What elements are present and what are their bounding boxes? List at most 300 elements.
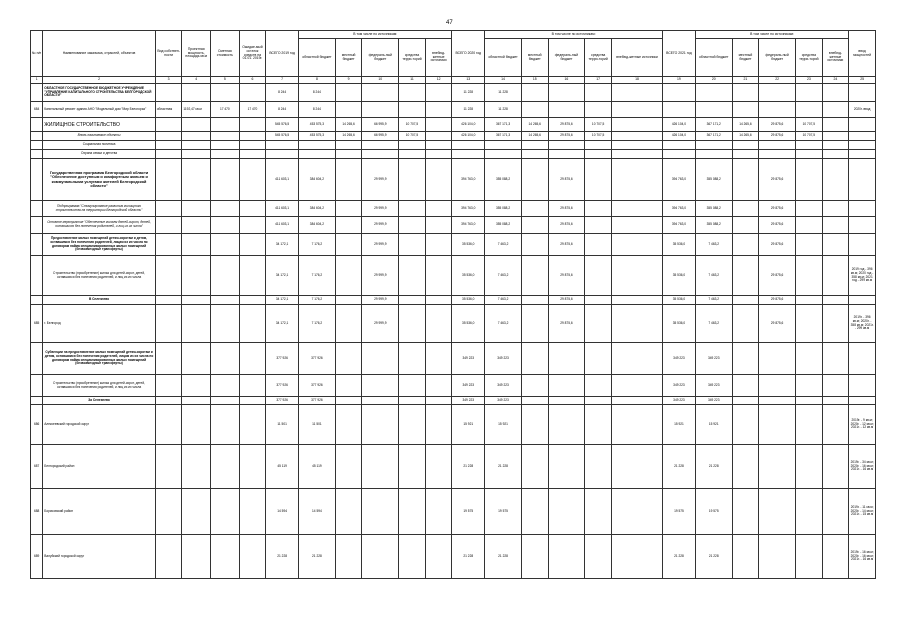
table-cell xyxy=(182,132,211,141)
table-cell xyxy=(796,489,823,535)
table-cell xyxy=(521,489,548,535)
table-cell xyxy=(182,118,211,132)
table-cell xyxy=(585,445,612,489)
column-number: 10 xyxy=(362,77,399,84)
table-cell: 35 536,0 xyxy=(452,256,485,296)
row-name-cell: Охрана семьи и детства xyxy=(43,150,156,159)
table-cell: 11 501 xyxy=(266,405,299,445)
table-cell xyxy=(585,84,612,102)
column-number: 20 xyxy=(695,77,732,84)
table-cell xyxy=(399,84,426,102)
table-cell: 349 223 xyxy=(485,375,522,397)
header-capacity: Проектная мощность, площадь кв.м xyxy=(182,31,211,77)
table-cell xyxy=(182,141,211,150)
table-cell xyxy=(695,150,732,159)
table-cell: 11 228 xyxy=(452,84,485,102)
table-cell xyxy=(425,84,452,102)
table-cell xyxy=(362,489,399,535)
table-cell xyxy=(182,375,211,397)
table-cell: 349 223 xyxy=(452,375,485,397)
row-name-cell: Алексеевский городской округ xyxy=(43,405,156,445)
table-cell: 10 707,5 xyxy=(399,132,426,141)
table-cell xyxy=(239,132,266,141)
table-cell: 377 926 xyxy=(298,375,335,397)
table-row xyxy=(31,343,876,375)
table-cell xyxy=(425,397,452,405)
table-cell xyxy=(335,201,362,217)
table-cell: 11 228 xyxy=(485,102,522,118)
table-cell xyxy=(849,201,876,217)
table-cell xyxy=(335,84,362,102)
row-name-cell: Предоставление жилых помещений детям-сиротам и детям, оставшимся без попечения родителей, лицам из их числа по договорам найма специализированных жилых помещений (безвозмездные трансферты) xyxy=(43,234,156,256)
table-cell: 2019г. - 34 кв.м; 2020г. - 16 кв.м; 2021г. - 16 кв.м xyxy=(849,445,876,489)
table-cell xyxy=(796,201,823,217)
table-cell xyxy=(266,141,299,150)
table-cell xyxy=(585,102,612,118)
table-cell xyxy=(822,343,849,375)
table-cell: 426 104,0 xyxy=(452,132,485,141)
column-number: 13 xyxy=(452,77,485,84)
row-name-cell: Белгородский район xyxy=(43,445,156,489)
row-number-cell xyxy=(31,397,43,405)
table-cell xyxy=(611,201,662,217)
table-cell xyxy=(239,445,266,489)
header-src: областной бюджет xyxy=(485,39,522,77)
row-number-cell xyxy=(31,84,43,102)
table-cell xyxy=(849,375,876,397)
table-cell xyxy=(796,296,823,305)
row-number-cell xyxy=(31,118,43,132)
table-cell xyxy=(211,343,240,375)
table-cell: 21 228 xyxy=(266,535,299,579)
table-cell: 377 926 xyxy=(298,397,335,405)
table-cell xyxy=(585,256,612,296)
table-cell: 29 999,9 xyxy=(362,296,399,305)
header-remaining: Ожидае-мый остаток средств на 01.01. 2019г. xyxy=(239,31,266,77)
table-row xyxy=(31,489,876,535)
column-number: 3 xyxy=(155,77,182,84)
table-cell xyxy=(548,141,585,150)
table-cell: 349 223 xyxy=(695,343,732,375)
table-cell xyxy=(759,397,796,405)
table-cell xyxy=(211,132,240,141)
table-cell: 384 604,2 xyxy=(298,159,335,201)
table-cell: 7 176,2 xyxy=(298,296,335,305)
table-cell xyxy=(182,305,211,343)
table-cell: 14 265,6 xyxy=(521,132,548,141)
table-row xyxy=(31,375,876,397)
column-number: 1 xyxy=(31,77,43,84)
table-cell xyxy=(822,445,849,489)
table-cell xyxy=(211,118,240,132)
table-cell: 34 172,1 xyxy=(266,296,299,305)
column-number: 22 xyxy=(759,77,796,84)
table-cell xyxy=(822,489,849,535)
table-cell: 453 575,3 xyxy=(298,132,335,141)
row-name-cell: Строительство (приобретение) жилья для детей-сирот, детей, оставшихся без попечения родителей, и лиц из их числа xyxy=(43,256,156,296)
table-cell xyxy=(849,132,876,141)
table-cell: 426 104,0 xyxy=(452,118,485,132)
table-cell xyxy=(521,217,548,234)
header-src: средства терри-торий xyxy=(399,39,426,77)
table-cell: 29 875,6 xyxy=(759,159,796,201)
table-cell xyxy=(796,343,823,375)
table-row xyxy=(31,305,876,343)
table-cell xyxy=(425,102,452,118)
table-cell xyxy=(611,217,662,234)
header-src: областной бюджет xyxy=(298,39,335,77)
table-cell xyxy=(335,102,362,118)
table-cell xyxy=(335,150,362,159)
table-cell xyxy=(155,118,182,132)
table-cell xyxy=(335,375,362,397)
table-cell: 35 536,0 xyxy=(663,234,696,256)
table-cell xyxy=(399,535,426,579)
table-cell: 349 223 xyxy=(485,397,522,405)
table-cell xyxy=(425,201,452,217)
table-cell xyxy=(182,201,211,217)
table-cell xyxy=(425,132,452,141)
table-cell xyxy=(182,343,211,375)
table-cell xyxy=(732,343,759,375)
table-cell xyxy=(611,132,662,141)
header-src: средства терри-торий xyxy=(796,39,823,77)
table-cell xyxy=(822,132,849,141)
table-cell: 10 707,5 xyxy=(585,118,612,132)
header-num: № п/п xyxy=(31,31,43,77)
table-cell xyxy=(362,375,399,397)
table-cell xyxy=(521,256,548,296)
column-number: 5 xyxy=(211,77,240,84)
table-cell xyxy=(335,159,362,201)
table-cell xyxy=(822,305,849,343)
table-cell xyxy=(399,217,426,234)
table-cell: 29 999,9 xyxy=(362,217,399,234)
table-cell xyxy=(211,397,240,405)
row-number-cell xyxy=(31,256,43,296)
table-cell xyxy=(849,150,876,159)
table-cell xyxy=(182,159,211,201)
table-cell xyxy=(335,397,362,405)
table-cell xyxy=(663,84,696,102)
table-cell xyxy=(239,305,266,343)
table-cell xyxy=(732,405,759,445)
table-cell xyxy=(239,150,266,159)
table-cell xyxy=(796,445,823,489)
column-number: 11 xyxy=(399,77,426,84)
table-cell xyxy=(155,141,182,150)
page-number: 47 xyxy=(446,20,453,26)
column-number: 8 xyxy=(298,77,335,84)
table-cell xyxy=(521,150,548,159)
table-cell xyxy=(399,201,426,217)
table-cell xyxy=(849,159,876,201)
row-number-cell: 685 xyxy=(31,305,43,343)
table-cell xyxy=(822,234,849,256)
table-cell xyxy=(485,150,522,159)
table-cell: 29 875,6 xyxy=(548,217,585,234)
table-cell xyxy=(521,305,548,343)
table-cell: 367 171,3 xyxy=(485,118,522,132)
table-cell xyxy=(822,375,849,397)
column-number: 23 xyxy=(796,77,823,84)
table-cell xyxy=(611,84,662,102)
table-cell xyxy=(521,159,548,201)
table-cell xyxy=(611,150,662,159)
table-cell xyxy=(211,217,240,234)
table-row xyxy=(31,535,876,579)
column-number: 19 xyxy=(663,77,696,84)
header-src: средства терри-торий xyxy=(585,39,612,77)
table-cell: 377 926 xyxy=(298,343,335,375)
row-name-cell: Социальная политика xyxy=(43,141,156,150)
table-cell xyxy=(452,141,485,150)
table-cell xyxy=(211,256,240,296)
table-cell xyxy=(425,141,452,150)
table-cell xyxy=(155,234,182,256)
table-cell xyxy=(399,102,426,118)
table-cell: 394 763,0 xyxy=(663,201,696,217)
table-cell: 411 603,1 xyxy=(266,217,299,234)
table-cell: 29 875,6 xyxy=(548,132,585,141)
row-name-cell: Вновь начинаемые объекты xyxy=(43,132,156,141)
table-cell: 14 265,6 xyxy=(732,118,759,132)
table-row xyxy=(31,102,876,118)
table-row xyxy=(31,150,876,159)
table-cell xyxy=(585,141,612,150)
row-name-cell: ОБЛАСТНОЕ ГОСУДАРСТВЕННОЕ БЮДЖЕТНОЕ УЧРЕЖДЕНИЕ "УПРАВЛЕНИЕ КАПИТАЛЬНОГО СТРОИТЕЛЬСТВА БЕЛГОРОДСКОЙ ОБЛАСТИ" xyxy=(43,84,156,102)
table-cell xyxy=(399,141,426,150)
table-cell: 7 463,2 xyxy=(485,296,522,305)
table-cell: 349 223 xyxy=(663,343,696,375)
table-cell: 21 228 xyxy=(485,445,522,489)
table-cell xyxy=(585,397,612,405)
table-row xyxy=(31,217,876,234)
table-cell xyxy=(759,375,796,397)
column-number: 14 xyxy=(485,77,522,84)
row-number-cell xyxy=(31,375,43,397)
table-cell xyxy=(298,141,335,150)
table-cell xyxy=(155,150,182,159)
table-cell xyxy=(611,118,662,132)
table-cell xyxy=(425,234,452,256)
table-cell xyxy=(155,296,182,305)
table-row xyxy=(31,141,876,150)
table-row xyxy=(31,234,876,256)
table-cell xyxy=(732,397,759,405)
table-cell xyxy=(239,256,266,296)
table-cell xyxy=(611,535,662,579)
table-cell: 1192,47 кв.м xyxy=(182,102,211,118)
table-cell: 377 926 xyxy=(266,397,299,405)
header-commission: ввод мощностей xyxy=(849,31,876,77)
table-cell: 2020г. ввод xyxy=(849,102,876,118)
table-cell: 14 265,6 xyxy=(732,132,759,141)
table-cell: 29 875,6 xyxy=(759,132,796,141)
table-cell xyxy=(211,405,240,445)
table-cell xyxy=(155,535,182,579)
table-cell: 355 088,2 xyxy=(485,159,522,201)
table-cell: 17 470 xyxy=(239,102,266,118)
table-cell xyxy=(822,84,849,102)
table-cell: 29 999,9 xyxy=(362,305,399,343)
table-cell xyxy=(822,535,849,579)
column-number: 21 xyxy=(732,77,759,84)
table-cell xyxy=(521,535,548,579)
table-cell xyxy=(548,343,585,375)
table-row xyxy=(31,132,876,141)
table-cell xyxy=(548,489,585,535)
table-cell xyxy=(759,102,796,118)
row-number-cell: 687 xyxy=(31,445,43,489)
table-cell: 14 265,6 xyxy=(335,132,362,141)
table-cell xyxy=(521,141,548,150)
table-cell xyxy=(335,489,362,535)
table-cell xyxy=(239,535,266,579)
budget-table xyxy=(30,30,876,579)
table-cell xyxy=(849,397,876,405)
header-ownership: Вид собствен-ности xyxy=(155,31,182,77)
table-cell xyxy=(796,305,823,343)
table-cell xyxy=(732,201,759,217)
table-cell xyxy=(335,256,362,296)
table-cell: 394 763,0 xyxy=(452,201,485,217)
table-cell: 19 575 xyxy=(485,489,522,535)
column-number: 2 xyxy=(43,77,156,84)
row-number-cell xyxy=(31,296,43,305)
table-cell xyxy=(399,343,426,375)
table-cell: 11 501 xyxy=(298,405,335,445)
table-cell xyxy=(362,397,399,405)
table-cell xyxy=(822,296,849,305)
table-cell xyxy=(611,141,662,150)
table-cell xyxy=(611,256,662,296)
row-name-cell: Валуйский городской округ xyxy=(43,535,156,579)
table-cell xyxy=(796,256,823,296)
table-cell xyxy=(266,150,299,159)
table-cell xyxy=(796,84,823,102)
table-cell xyxy=(335,234,362,256)
table-cell: 34 172,1 xyxy=(266,305,299,343)
table-cell xyxy=(732,84,759,102)
table-cell xyxy=(521,234,548,256)
table-cell xyxy=(155,375,182,397)
table-cell xyxy=(585,201,612,217)
table-cell xyxy=(211,535,240,579)
table-cell xyxy=(362,141,399,150)
table-cell: 349 223 xyxy=(663,375,696,397)
table-cell xyxy=(521,375,548,397)
table-cell xyxy=(182,296,211,305)
table-row xyxy=(31,405,876,445)
table-cell: 29 875,6 xyxy=(759,305,796,343)
table-cell xyxy=(362,343,399,375)
column-number: 7 xyxy=(266,77,299,84)
table-cell xyxy=(239,234,266,256)
table-cell xyxy=(182,217,211,234)
table-cell: 29 875,6 xyxy=(548,234,585,256)
column-number-row xyxy=(31,77,876,84)
table-cell xyxy=(849,217,876,234)
header-src: местный бюджет xyxy=(521,39,548,77)
table-cell xyxy=(822,217,849,234)
table-cell xyxy=(796,375,823,397)
table-cell xyxy=(211,150,240,159)
table-cell xyxy=(335,445,362,489)
table-cell: 8 244 xyxy=(298,84,335,102)
row-name-cell: Субвенции на предоставление жилых помещений детям-сиротам и детям, оставшимся без попечения родителей, лицам из их числа по договорам найма специализированных жилых помещений (безвозмездные трансферты) xyxy=(43,343,156,375)
table-cell: 11 228 xyxy=(452,102,485,118)
table-cell xyxy=(425,118,452,132)
table-cell xyxy=(849,234,876,256)
table-cell xyxy=(425,159,452,201)
table-cell xyxy=(335,217,362,234)
table-cell xyxy=(849,296,876,305)
table-cell: 21 228 xyxy=(452,445,485,489)
table-cell xyxy=(822,405,849,445)
table-cell xyxy=(849,84,876,102)
table-cell xyxy=(849,343,876,375)
row-name-cell: Подпрограмма "Стимулирование развития жилищного строительства на территории Белгородской области" xyxy=(43,201,156,217)
table-cell xyxy=(732,102,759,118)
table-cell xyxy=(732,159,759,201)
header-src: внебюд-жетные источники xyxy=(611,39,662,77)
table-cell: 35 536,0 xyxy=(663,296,696,305)
table-cell xyxy=(663,102,696,118)
header-total-2019: ВСЕГО 2019 год xyxy=(266,31,299,77)
table-cell xyxy=(211,141,240,150)
column-number: 15 xyxy=(521,77,548,84)
table-cell xyxy=(849,118,876,132)
table-cell xyxy=(822,118,849,132)
table-cell xyxy=(796,217,823,234)
table-cell: 7 176,2 xyxy=(298,256,335,296)
table-cell xyxy=(611,405,662,445)
table-cell xyxy=(585,405,612,445)
table-cell: 394 763,0 xyxy=(663,159,696,201)
table-cell xyxy=(182,535,211,579)
table-cell xyxy=(611,234,662,256)
row-number-cell: 689 xyxy=(31,535,43,579)
table-cell: 45 119 xyxy=(266,445,299,489)
table-cell xyxy=(362,102,399,118)
table-cell: 10 707,5 xyxy=(399,118,426,132)
table-cell xyxy=(425,445,452,489)
table-cell xyxy=(732,256,759,296)
table-cell: 367 171,2 xyxy=(695,118,732,132)
table-cell: 2019 год - 396 кв.м; 2020 год - 358 кв.м; 2021 год - 299 кв.м xyxy=(849,256,876,296)
table-cell xyxy=(585,489,612,535)
header-src: внебюд-жетные источники xyxy=(822,39,849,77)
header-estimate: Сметная стоимость xyxy=(211,31,240,77)
table-cell: 411 603,1 xyxy=(266,201,299,217)
column-number: 24 xyxy=(822,77,849,84)
table-cell: 2019г. - 11 кв.м; 2020г. - 14 кв.м; 2021г. - 15 кв.м xyxy=(849,489,876,535)
table-cell xyxy=(732,296,759,305)
table-cell: 426 104,0 xyxy=(663,118,696,132)
table-cell: 19 575 xyxy=(663,489,696,535)
header-group-2021: В том числе по источникам: xyxy=(695,31,848,39)
table-cell: 10 707,5 xyxy=(585,132,612,141)
table-cell: 355 088,2 xyxy=(485,201,522,217)
table-cell: 8 244 xyxy=(298,102,335,118)
table-cell: 377 926 xyxy=(266,375,299,397)
table-cell: 545 576,5 xyxy=(266,118,299,132)
table-cell xyxy=(335,305,362,343)
row-name-cell: г. Белгород xyxy=(43,305,156,343)
table-cell xyxy=(585,234,612,256)
table-cell: 29 999,9 xyxy=(362,256,399,296)
